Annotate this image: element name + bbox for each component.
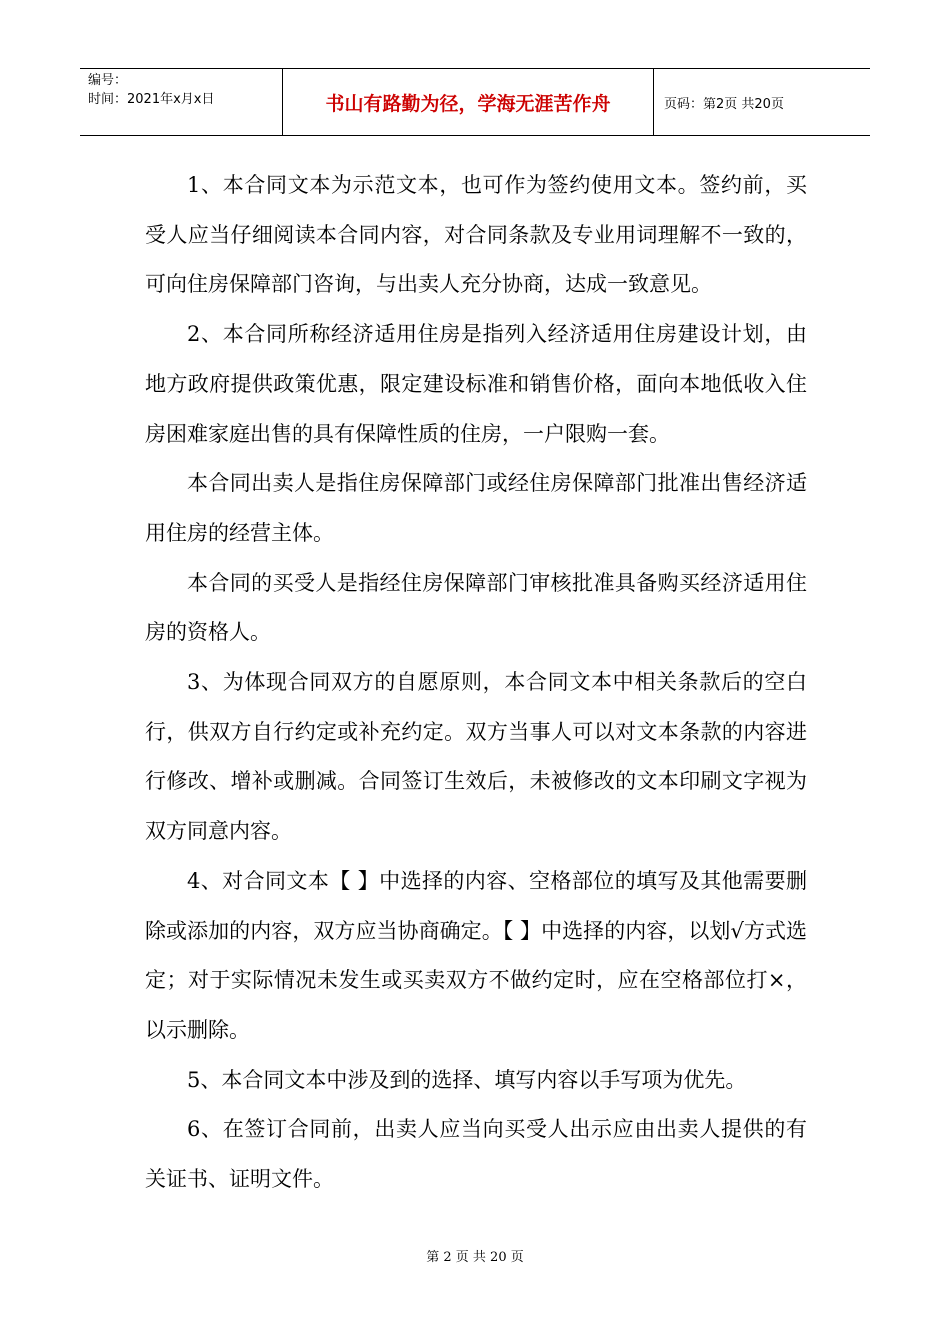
paragraph-8: 6、在签订合同前，出卖人应当向买受人出示应由出卖人提供的有关证书、证明文件。: [145, 1117, 807, 1192]
paragraph-5: 3、为体现合同双方的自愿原则，本合同文本中相关条款后的空白行，供双方自行约定或补充约定。双方当事人可以对文本条款的内容进行修改、增补或删减。合同签订生效后，未被修改的文本印刷文字视为双方同意内容。: [145, 670, 807, 844]
document-number-label: 编号：: [88, 73, 128, 88]
paragraph-4: 本合同的买受人是指经住房保障部门审核批准具备购买经济适用住房的资格人。: [145, 570, 807, 645]
paragraph-6: 4、对合同文本【 】中选择的内容、空格部位的填写及其他需要删除或添加的内容，双方应当协商确定。【 】中选择的内容，以划√方式选定；对于实际情况未发生或买卖双方不做约定时，应在空格部位打×，以示删除。: [145, 868, 807, 1042]
document-body: [145, 161, 807, 1205]
page-footer: 第 2 页 共 20 页: [426, 1250, 524, 1265]
header-motto: 书山有路勤为径，学海无涯苦作舟: [283, 69, 654, 135]
page-header: [80, 68, 870, 136]
header-page-info: 页码：第2页 共20页: [664, 96, 784, 112]
paragraph-2: 2、本合同所称经济适用住房是指列入经济适用住房建设计划，由地方政府提供政策优惠，限定建设标准和销售价格，面向本地低收入住房困难家庭出售的具有保障性质的住房，一户限购一套。: [145, 322, 807, 446]
paragraph-1: 1、本合同文本为示范文本，也可作为签约使用文本。签约前，买受人应当仔细阅读本合同内容，对合同条款及专业用词理解不一致的，可向住房保障部门咨询，与出卖人充分协商，达成一致意见。: [145, 173, 807, 297]
document-date: 时间：2021年x月x日: [88, 92, 215, 107]
paragraph-3: 本合同出卖人是指住房保障部门或经住房保障部门批准出售经济适用住房的经营主体。: [145, 471, 807, 545]
header-meta: [80, 69, 283, 135]
paragraph-7: 5、本合同文本中涉及到的选择、填写内容以手写项为优先。: [187, 1067, 747, 1092]
